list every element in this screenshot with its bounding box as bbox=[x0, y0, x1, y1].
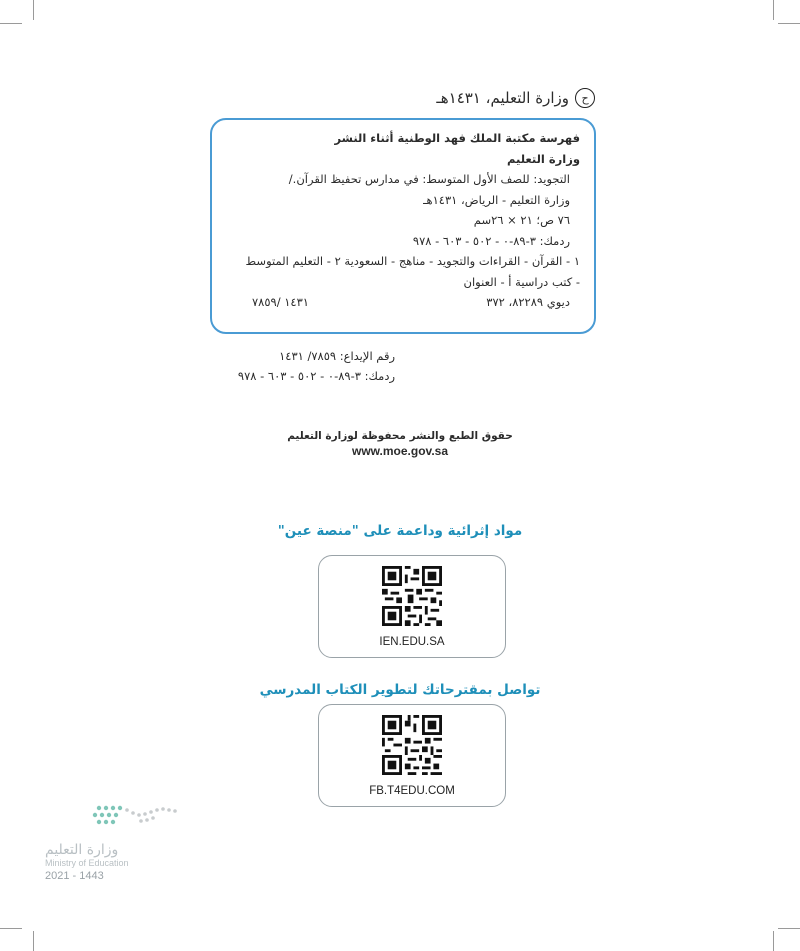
catalog-last-row bbox=[226, 292, 580, 313]
catalog-author: وزارة التعليم bbox=[507, 151, 580, 166]
catalog-line: ٧٦ ص؛ ٢١ × ٢٦سم bbox=[473, 213, 570, 227]
cataloging-in-publication-box bbox=[210, 118, 596, 334]
ien-section-title: مواد إثرائية وداعمة على "منصة عين" bbox=[277, 523, 523, 539]
crop-mark bbox=[0, 23, 22, 24]
catalog-line: وزارة التعليم - الرياض، ١٤٣١هـ bbox=[423, 192, 570, 207]
crop-mark bbox=[33, 931, 34, 951]
crop-mark bbox=[0, 928, 22, 929]
crop-mark bbox=[773, 931, 774, 951]
catalog-heading: فهرسة مكتبة الملك فهد الوطنية أثناء النشر bbox=[334, 131, 580, 145]
isbn-number: ردمك: ٣-٨٩-٠ - ٥٠٢ - ٦٠٣ - ٩٧٨ bbox=[237, 369, 395, 383]
catalog-deposit-no: ١٤٣١ /٧٨٥٩ bbox=[252, 295, 309, 309]
edition-years: 2021 - 1443 bbox=[45, 870, 104, 882]
ministry-logo bbox=[45, 802, 195, 882]
ministry-name-english: Ministry of Education bbox=[45, 858, 129, 868]
catalog-line: التجويد: للصف الأول المتوسط: في مدارس تحفيظ القرآن./ bbox=[288, 172, 570, 186]
deposit-info bbox=[238, 346, 395, 386]
catalog-dewey: ديوي ٨٢٢٨٩، ٣٧٢ bbox=[486, 295, 570, 309]
copyright-text: وزارة التعليم، ١٤٣١هـ bbox=[436, 89, 569, 107]
feedback-link[interactable]: FB.T4EDU.COM bbox=[369, 785, 455, 797]
ien-link[interactable]: IEN.EDU.SA bbox=[379, 636, 445, 648]
ministry-name-arabic: وزارة التعليم bbox=[45, 842, 119, 858]
crop-mark bbox=[778, 928, 800, 929]
copyright-symbol: ح bbox=[575, 88, 595, 108]
ministry-dots-emblem bbox=[45, 802, 195, 836]
feedback-qr-card[interactable] bbox=[318, 704, 506, 807]
deposit-number: رقم الإيداع: ٧٨٥٩/ ١٤٣١ bbox=[279, 349, 395, 363]
crop-mark bbox=[33, 0, 34, 20]
copyright-line bbox=[436, 88, 595, 108]
catalog-line: - كتب دراسية أ - العنوان bbox=[463, 274, 580, 289]
crop-mark bbox=[773, 0, 774, 20]
catalog-line: ١ - القرآن - القراءات والتجويد - مناهج - السعودية ٢ - التعليم المتوسط bbox=[245, 254, 580, 268]
feedback-section-title: تواصل بمقترحاتك لتطوير الكتاب المدرسي bbox=[259, 682, 541, 698]
rights-text: حقوق الطبع والنشر محفوظة لوزارة التعليم bbox=[287, 430, 513, 442]
website-link[interactable]: www.moe.gov.sa bbox=[351, 444, 449, 458]
qr-code-icon bbox=[382, 715, 442, 775]
crop-mark bbox=[778, 23, 800, 24]
ien-qr-card[interactable] bbox=[318, 555, 506, 658]
rights-notice bbox=[0, 430, 800, 458]
catalog-line: ردمك: ٣-٨٩-٠ - ٥٠٢ - ٦٠٣ - ٩٧٨ bbox=[412, 233, 570, 248]
qr-code-icon bbox=[382, 566, 442, 626]
